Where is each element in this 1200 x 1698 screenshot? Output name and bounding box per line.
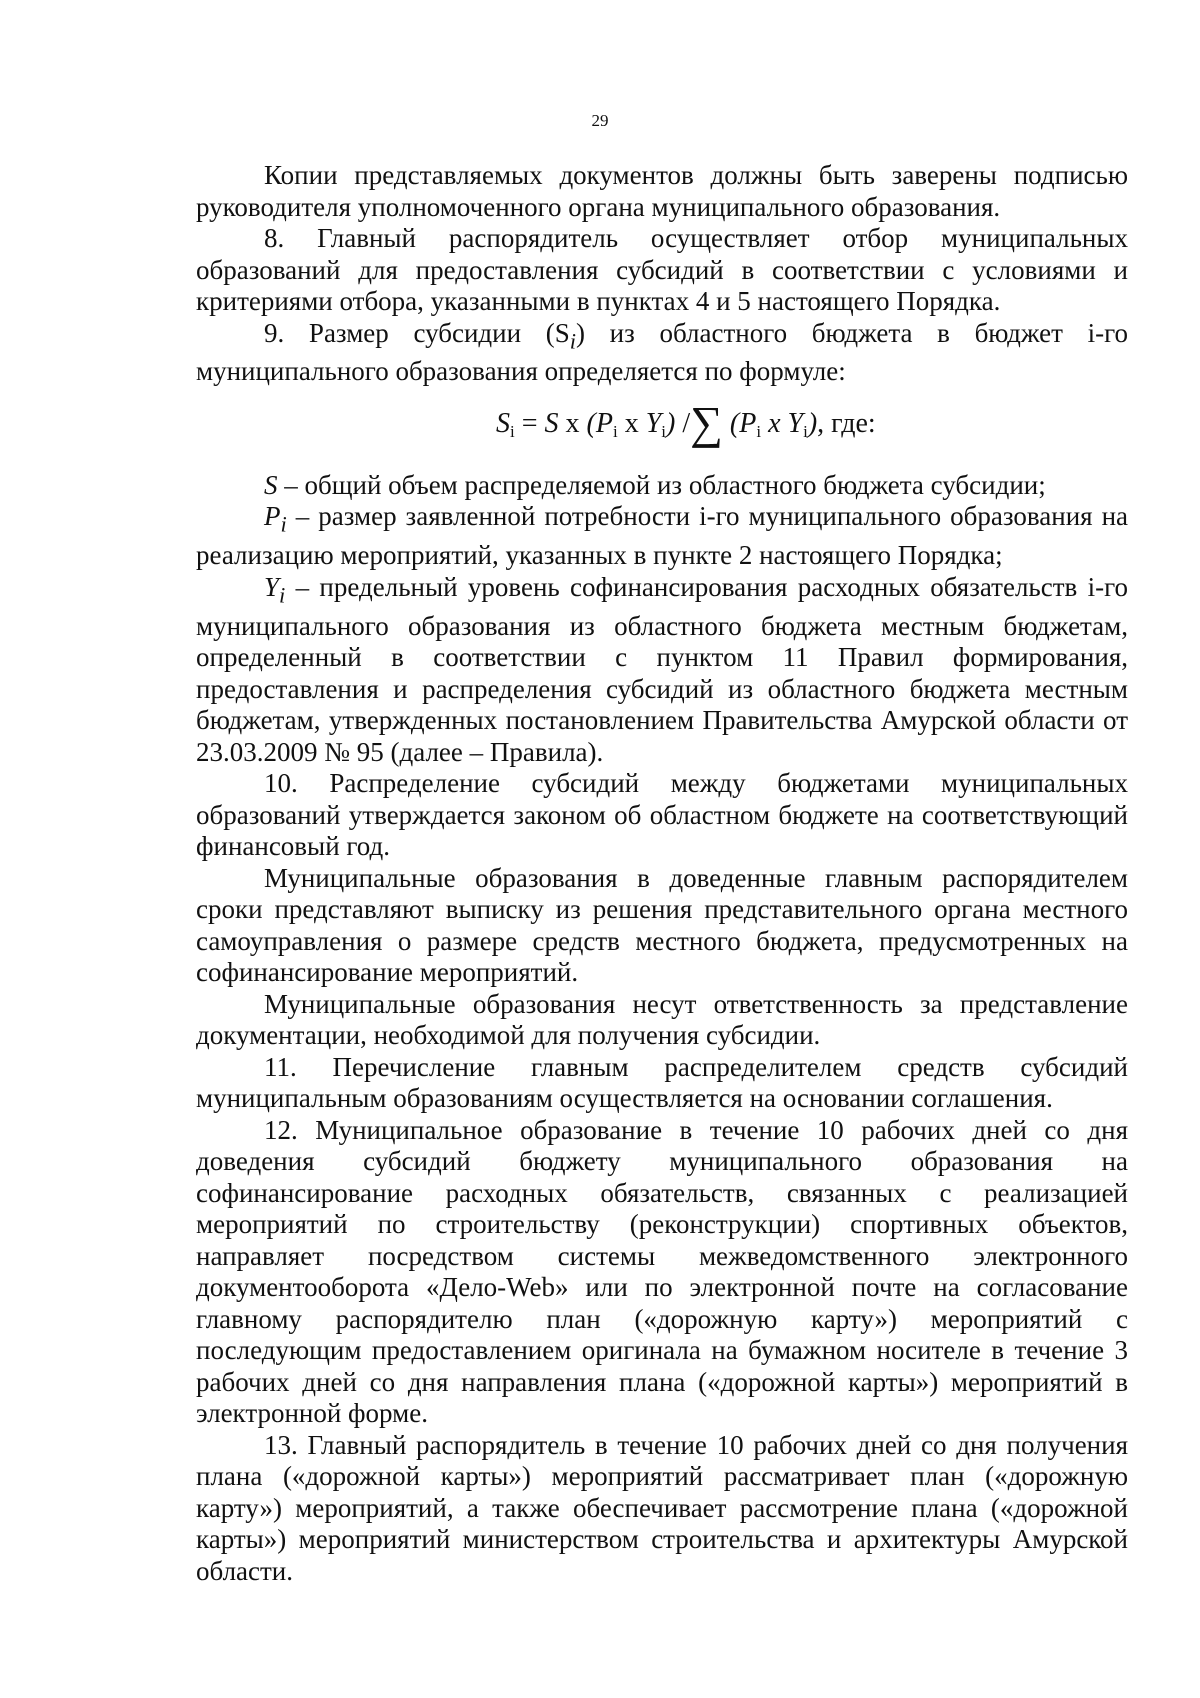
formula-lhs: S xyxy=(496,407,510,439)
paragraph-13: 13. Главный распорядитель в течение 10 рабочих дней со дня получения плана («дорожной карты») мероприятий рассматривает план («дорожную карту») мероприятий, а также обеспечивает рассмотрение плана («дорожной карты») мероприятий министерством строительства и архитектуры Амурской области. xyxy=(196,1429,1128,1586)
definition-p: $P_i$ – размер заявленной потребности i-го муниципального образования на реализацию мероприятий, указанных в пункте 2 настоящего Порядка; xyxy=(196,501,1128,571)
definition-y: $Y_i$ – предельный уровень софинансирования расходных обязательств i-го муниципального образования из областного бюджета местным бюджетам, определенный в соответствии с пунктом 11 Правил формирования, предоставления и распределения субсидий из областного бюджета местным бюджетам, утвержденных постановлением Правительства Амурской области от 23.03.2009 № 95 (далее – Правила). xyxy=(196,571,1128,767)
definition-s: S – общий объем распределяемой из областного бюджета субсидии; xyxy=(264,469,1046,500)
paragraph-10: 10. Распределение субсидий между бюджетами муниципальных образований утверждается законом об областном бюджете на соответствующий финансовый год. xyxy=(196,768,1128,862)
paragraph-9 xyxy=(196,318,1128,388)
subsidy-formula: $S_i = S$ x ($P_i$ x $Y_i$) /∑ ($P_i$ x $Y_i$), где: xyxy=(496,396,876,448)
paragraph-10-responsibility: Муниципальные образования несут ответственность за представление документации, необходимой для получения субсидии. xyxy=(196,988,1128,1051)
subsidy-index: i xyxy=(569,327,576,353)
paragraph-12: 12. Муниципальное образование в течение 10 рабочих дней со дня доведения субсидий бюджету муниципального образования на софинансирование расходных обязательств, связанных с реализацией мероприятий по строительству (реконструкции) спортивных объектов, направляет посредством системы межведомственного электронного документооборота «Дело-Web» или по электронной почте на согласование главному распорядителю план («дорожную карту») мероприятий с последующим предоставлением оригинала на бумажном носителе в течение 3 рабочих дней со дня направления плана («дорожной карты») мероприятий в электронной форме. xyxy=(196,1114,1128,1429)
paragraph-9-rest: ) из областного бюджета в бюджет i-го муниципального образования определяется по формуле: xyxy=(196,317,1128,387)
paragraph-11: 11. Перечисление главным распределителем средств субсидий муниципальным образованиям осуществляется на основании соглашения. xyxy=(196,1051,1128,1114)
page-number: 29 xyxy=(591,111,609,130)
paragraph-8: 8. Главный распорядитель осуществляет отбор муниципальных образований для предоставления субсидий в соответствии с условиями и критериями отбора, указанными в пунктах 4 и 5 настоящего Порядка. xyxy=(196,223,1128,316)
paragraph-copies: Копии представляемых документов должны быть заверены подписью руководителя уполномоченного органа муниципального образования. xyxy=(196,160,1128,222)
paragraph-10-municipal-extract: Муниципальные образования в доведенные главным распорядителем сроки представляют выписку из решения представительного органа местного самоуправления о размере средств местного бюджета, предусмотренных на софинансирование мероприятий. xyxy=(196,862,1128,988)
sigma-symbol: ∑ xyxy=(690,396,723,448)
document-body xyxy=(196,160,1128,1587)
paragraph-9-text: 9. Размер субсидии (S xyxy=(264,317,570,348)
